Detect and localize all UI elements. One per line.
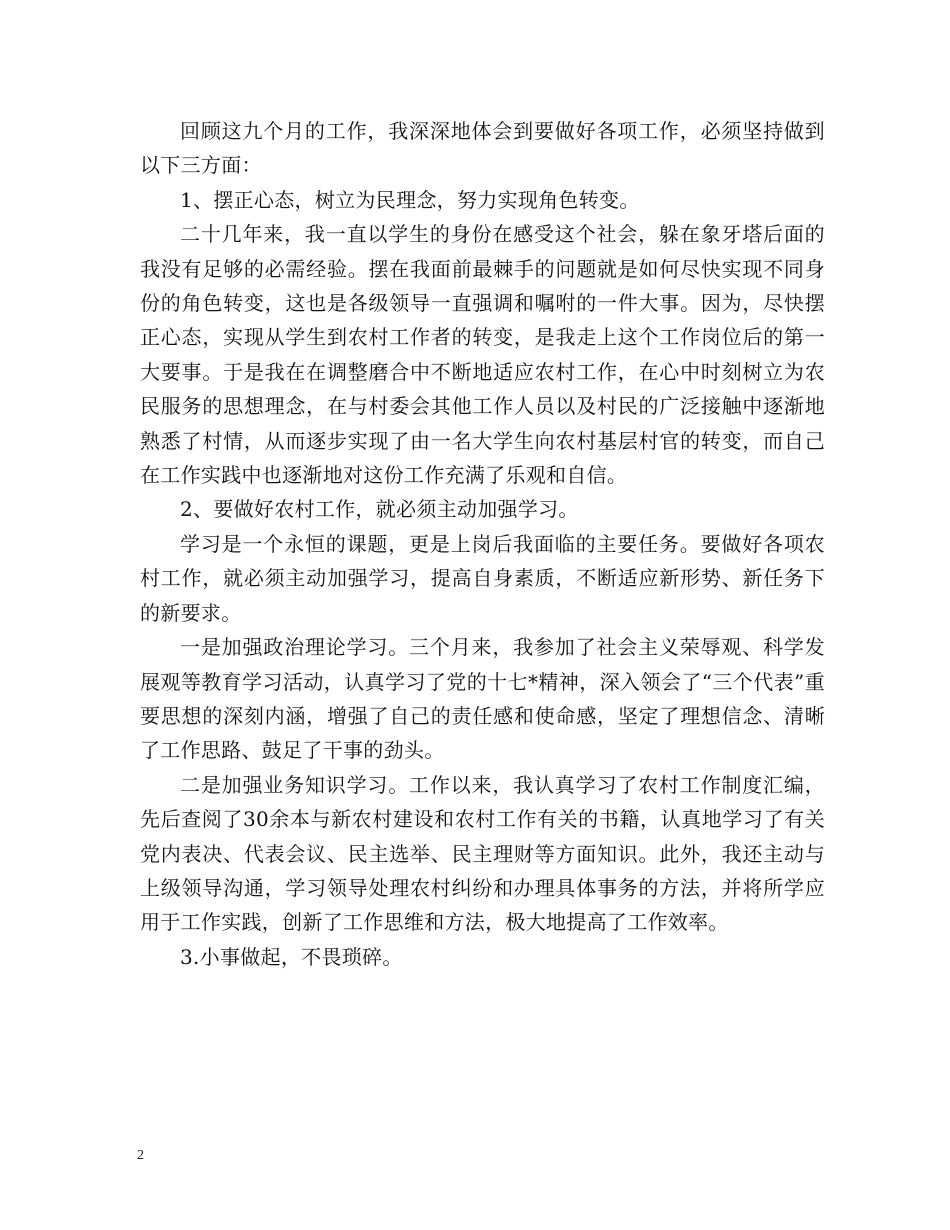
paragraph-role-change: 二十几年来，我一直以学生的身份在感受这个社会，躲在象牙塔后面的我没有足够的必需经验。摆在我面前最棘手的问题就是如何尽快实现不同身份的角色转变，这也是各级领导一直强调和嘱咐的一件大事。因为，尽快摆正心态，实现从学生到农村工作者的转变，是我走上这个工作岗位后的第一大要事。于是我在在调整磨合中不断地适应农村工作，在心中时刻树立为农民服务的思想理念，在与村委会其他工作人员以及村民的广泛接触中逐渐地熟悉了村情，从而逐步实现了由一名大学生向农村基层村官的转变，而自己在工作实践中也逐渐地对这份工作充满了乐观和自信。 (140, 222, 825, 488)
heading-point-1: 1、摆正心态，树立为民理念，努力实现角色转变。 (180, 187, 640, 212)
paragraph-learning: 学习是一个永恒的课题，更是上岗后我面临的主要任务。要做好各项农村工作，就必须主动加强学习，提高自身素质，不断适应新形势、新任务下的新要求。 (140, 531, 825, 625)
heading-point-3: 3.小事做起，不畏琐碎。 (180, 944, 403, 969)
paragraph-political-study: 一是加强政治理论学习。三个月来，我参加了社会主义荣辱观、科学发展观等教育学习活动，认真学习了党的十七*精神，深入领会了“三个代表”重要思想的深刻内涵，增强了自己的责任感和使命感，坚定了理想信念、清晰了工作思路、鼓足了干事的劲头。 (140, 635, 825, 763)
document-body (140, 114, 825, 974)
heading-point-2: 2、要做好农村工作，就必须主动加强学习。 (180, 497, 579, 522)
paragraph-business-study: 二是加强业务知识学习。工作以来，我认真学习了农村工作制度汇编，先后查阅了30余本与新农村建设和农村工作有关的书籍，认真地学习了有关党内表决、代表会议、民主选举、民主理财等方面知识。此外，我还主动与上级领导沟通，学习领导处理农村纠纷和办理具体事务的方法，并将所学应用于工作实践，创新了工作思维和方法，极大地提高了工作效率。 (140, 772, 825, 935)
page-number: 2 (137, 1148, 144, 1163)
paragraph-review-intro: 回顾这九个月的工作，我深深地体会到要做好各项工作，必须坚持做到以下三方面： (140, 119, 825, 178)
